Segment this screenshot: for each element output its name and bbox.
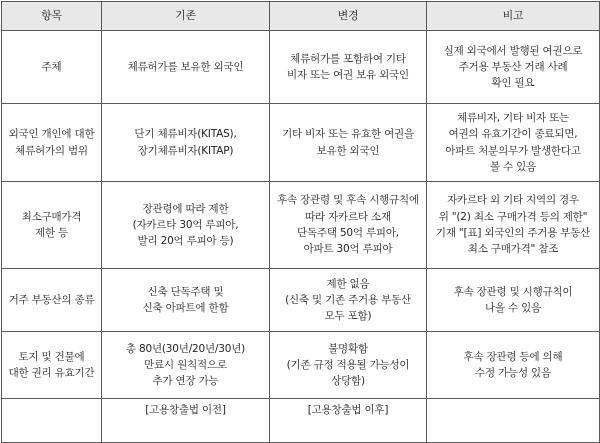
cell-before: 총 80년(30년/20년/30년) 만료시 원칙적으로 추가 연장 가능 — [102, 332, 270, 399]
cell-after: [고용창출법 이후] — [270, 399, 427, 443]
cell-item — [2, 399, 102, 443]
cell-before: 단기 체류비자(KITAS), 장기체류비자(KITAP) — [102, 104, 270, 182]
cell-before: [고용창출법 이전] — [102, 399, 270, 443]
cell-item: 거주 부동산의 종류 — [2, 269, 102, 332]
table-row — [2, 399, 600, 443]
cell-item: 외국인 개인에 대한 체류허가의 범위 — [2, 104, 102, 182]
header-note: 비고 — [427, 2, 600, 31]
header-before: 기존 — [102, 2, 270, 31]
cell-after: 후속 장관령 및 후속 시행규칙에 따라 자카르타 소재 단독주택 50억 루피아, 아파트 30억 루피아 — [270, 182, 427, 269]
comparison-table — [1, 1, 600, 443]
table-row — [2, 332, 600, 399]
cell-after: 체류허가를 포함하여 기타 비자 또는 여권 보유 외국인 — [270, 31, 427, 104]
cell-note: 후속 장관령 및 시행규칙이 나올 수 있음 — [427, 269, 600, 332]
cell-note: 체류비자, 기타 비자 또는 여권의 유효기간이 종료되면, 아파트 처분의무가 발생한다고 볼 수 있음 — [427, 104, 600, 182]
cell-note: 자카르타 외 기타 지역의 경우 위 "(2) 최소 구매가격 등의 제한" 기재 "[표] 외국인의 주거용 부동산 최소 구매가격" 참조 — [427, 182, 600, 269]
cell-before: 장관령에 따라 제한 (자카르타 30억 루피아, 발리 20억 루피아 등) — [102, 182, 270, 269]
cell-item: 최소구매가격 제한 등 — [2, 182, 102, 269]
cell-note: 후속 장관령 등에 의해 수정 가능성 있음 — [427, 332, 600, 399]
header-after: 변경 — [270, 2, 427, 31]
cell-before: 신축 단독주택 및 신축 아파트에 한함 — [102, 269, 270, 332]
table-row — [2, 182, 600, 269]
cell-item: 토지 및 건물에 대한 권리 유효기간 — [2, 332, 102, 399]
cell-before: 체류허가를 보유한 외국인 — [102, 31, 270, 104]
cell-after: 불명확함 (기존 규정 적용될 가능성이 상당함) — [270, 332, 427, 399]
cell-note: 실제 외국에서 발행된 여권으로 주거용 부동산 거래 사례 확인 필요 — [427, 31, 600, 104]
cell-note — [427, 399, 600, 443]
table-row — [2, 31, 600, 104]
table-row — [2, 269, 600, 332]
cell-after: 제한 없음 (신축 및 기존 주거용 부동산 모두 포함) — [270, 269, 427, 332]
header-item: 항목 — [2, 2, 102, 31]
table-row — [2, 104, 600, 182]
cell-item: 주체 — [2, 31, 102, 104]
cell-after: 기타 비자 또는 유효한 여권을 보유한 외국인 — [270, 104, 427, 182]
table-header-row — [2, 2, 600, 31]
